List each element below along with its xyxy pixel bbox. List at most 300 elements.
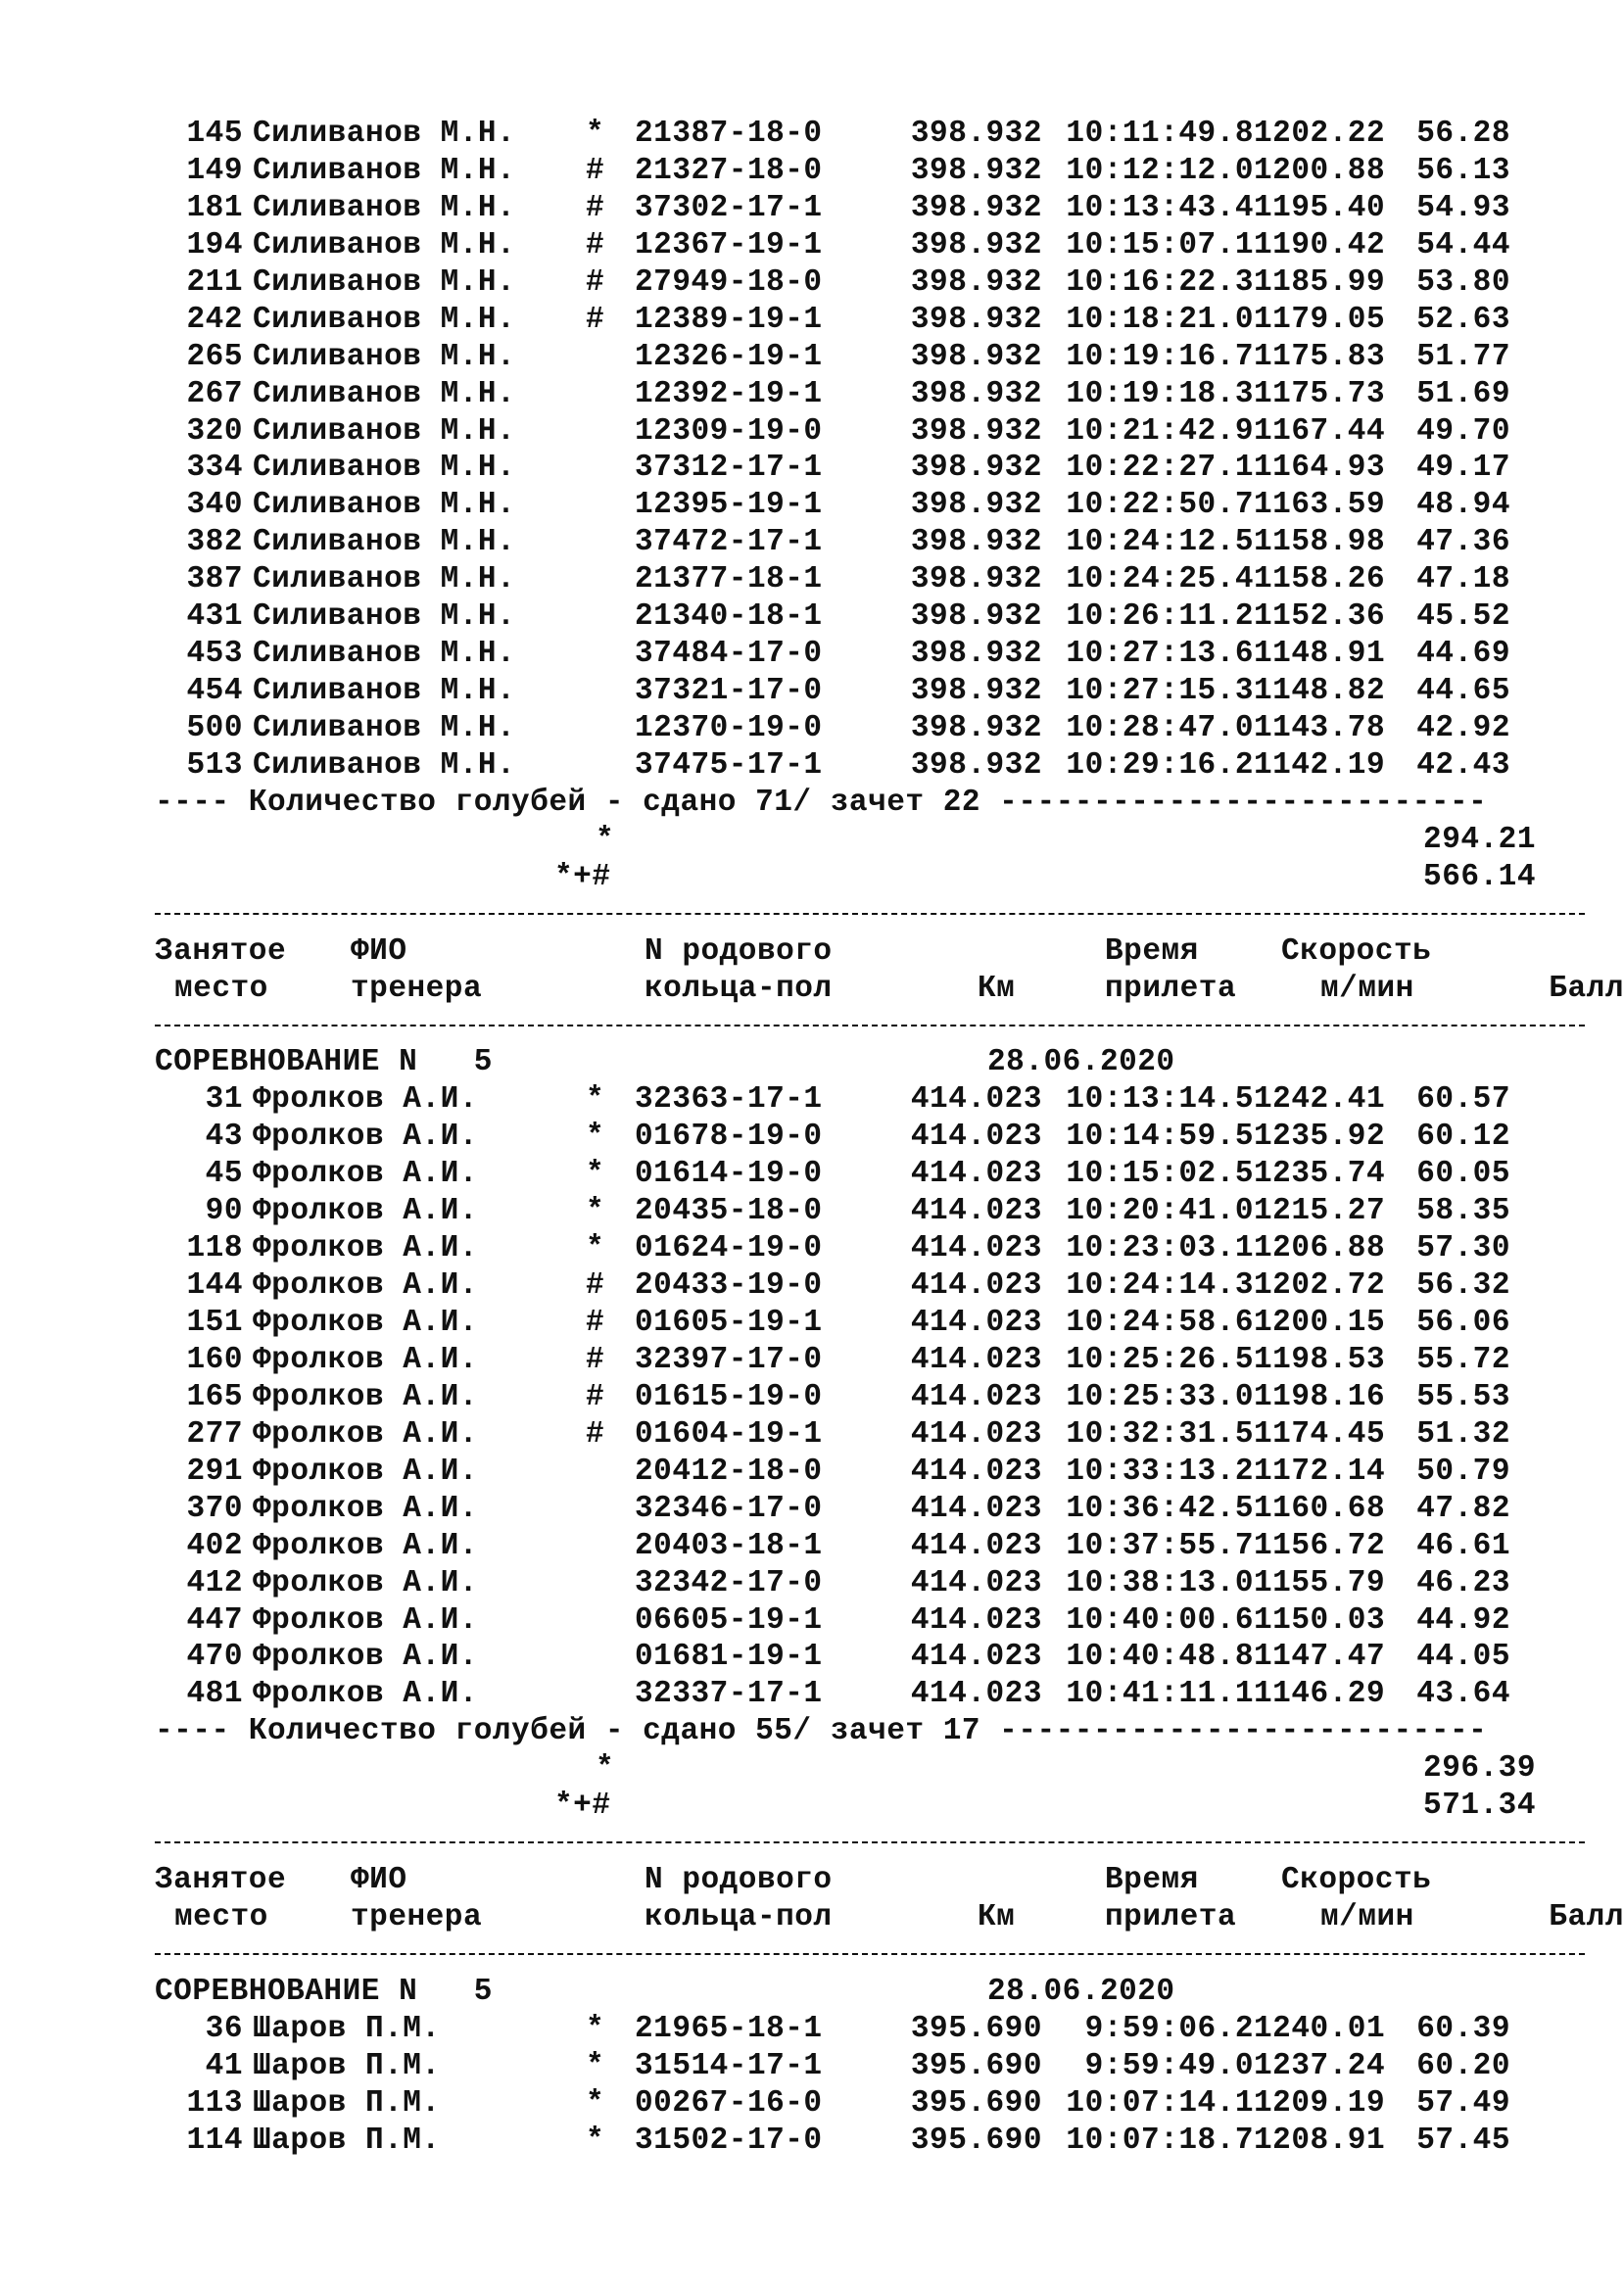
place-cell: 470 — [186, 1640, 243, 1675]
trainer-name-cell: Силиванов М.Н. — [253, 451, 516, 486]
column-header-row-2: место тренера кольца-пол Км прилета м/мин Балл — [174, 971, 1624, 1006]
table-row — [155, 339, 1585, 376]
points-cell: 54.93 — [1416, 190, 1510, 225]
trainer-name-cell: Шаров П.М. — [253, 2011, 441, 2046]
points-cell: 55.53 — [1416, 1379, 1510, 1414]
ring-number-cell: 12309-19-0 — [635, 413, 823, 449]
place-cell: 402 — [186, 1528, 243, 1563]
mark-cell — [586, 1528, 635, 1565]
mark-cell: * — [586, 1231, 605, 1266]
table-row — [155, 1416, 1585, 1454]
arrival-time-cell: 10:07:18.7 — [1066, 2123, 1254, 2158]
mark-cell: * — [586, 1157, 605, 1192]
table-row — [155, 1676, 1585, 1713]
speed-cell: 1148.82 — [1254, 674, 1386, 709]
distance-cell: 414.023 — [910, 1082, 1042, 1118]
speed-cell: 1242.41 — [1254, 1082, 1386, 1118]
distance-cell: 398.932 — [910, 674, 1042, 709]
ring-number-cell: 21377-18-1 — [635, 562, 823, 597]
place-cell: 181 — [186, 190, 243, 225]
mark-cell — [586, 1454, 635, 1491]
mark-cell — [586, 1565, 635, 1602]
ring-number-cell: 20435-18-0 — [635, 1194, 823, 1229]
points-cell: 46.61 — [1416, 1528, 1510, 1563]
speed-cell: 1158.26 — [1254, 562, 1386, 597]
speed-cell: 1200.15 — [1254, 1306, 1386, 1340]
distance-cell: 414.023 — [910, 1677, 1042, 1712]
arrival-time-cell: 9:59:49.0 — [1084, 2048, 1254, 2083]
arrival-time-cell: 10:37:55.7 — [1066, 1528, 1254, 1563]
ring-number-cell: 37472-17-1 — [635, 525, 823, 560]
ring-number-cell: 37475-17-1 — [635, 747, 823, 783]
ring-number-cell: 37312-17-1 — [635, 451, 823, 486]
points-cell: 50.79 — [1416, 1454, 1510, 1489]
section-sharov — [155, 2011, 1585, 2160]
total-star-line — [155, 1750, 1585, 1788]
arrival-time-cell: 10:38:13.0 — [1066, 1565, 1254, 1600]
table-row — [155, 302, 1585, 339]
distance-cell: 398.932 — [910, 711, 1042, 745]
ring-number-cell: 37321-17-0 — [635, 674, 823, 709]
divider — [155, 1936, 1585, 1974]
trainer-name-cell: Фролков А.И. — [253, 1120, 478, 1155]
speed-cell: 1152.36 — [1254, 599, 1386, 635]
place-cell: 31 — [205, 1082, 243, 1118]
table-row — [155, 673, 1585, 710]
table-row — [155, 190, 1585, 227]
distance-cell: 414.023 — [910, 1120, 1042, 1155]
trainer-name-cell: Шаров П.М. — [253, 2085, 441, 2121]
place-cell: 382 — [186, 525, 243, 560]
place-cell: 45 — [205, 1157, 243, 1192]
competition-line: СОРЕВНОВАНИЕ N 5 28.06.2020 — [155, 1045, 1175, 1080]
trainer-name-cell: Силиванов М.Н. — [253, 264, 516, 300]
mark-cell — [586, 710, 635, 747]
trainer-name-cell: Фролков А.И. — [253, 1268, 478, 1304]
ring-number-cell: 21327-18-0 — [635, 153, 823, 188]
arrival-time-cell: 10:15:02.5 — [1066, 1157, 1254, 1192]
mark-cell — [586, 450, 635, 487]
distance-cell: 398.932 — [910, 302, 1042, 337]
arrival-time-cell: 10:14:59.5 — [1066, 1120, 1254, 1155]
mark-cell — [586, 413, 635, 451]
trainer-name-cell: Шаров П.М. — [253, 2048, 441, 2083]
ring-number-cell: 21965-18-1 — [635, 2011, 823, 2046]
speed-cell: 1208.91 — [1254, 2123, 1386, 2158]
speed-cell: 1148.91 — [1254, 637, 1386, 672]
table-row — [155, 561, 1585, 598]
mark-cell: # — [586, 1379, 605, 1414]
speed-cell: 1160.68 — [1254, 1491, 1386, 1526]
distance-cell: 398.932 — [910, 153, 1042, 188]
arrival-time-cell: 10:27:13.6 — [1066, 637, 1254, 672]
arrival-time-cell: 10:23:03.1 — [1066, 1231, 1254, 1266]
table-row — [155, 376, 1585, 413]
trainer-name-cell: Фролков А.И. — [253, 1231, 478, 1266]
mark-cell: * — [586, 2048, 605, 2083]
place-cell: 265 — [186, 339, 243, 374]
table-row — [155, 1230, 1585, 1267]
arrival-time-cell: 10:24:14.3 — [1066, 1268, 1254, 1304]
place-cell: 43 — [205, 1120, 243, 1155]
mark-cell: * — [586, 1194, 605, 1229]
ring-number-cell: 27949-18-0 — [635, 264, 823, 300]
ring-number-cell: 37484-17-0 — [635, 637, 823, 672]
points-cell: 45.52 — [1416, 599, 1510, 635]
table-row — [155, 1528, 1585, 1565]
trainer-name-cell: Силиванов М.Н. — [253, 747, 516, 783]
trainer-name-cell: Фролков А.И. — [253, 1157, 478, 1192]
divider — [155, 896, 1585, 933]
ring-number-cell: 00267-16-0 — [635, 2085, 823, 2121]
mark-cell — [586, 1676, 635, 1713]
ring-number-cell: 12389-19-1 — [635, 302, 823, 337]
place-cell: 90 — [205, 1194, 243, 1229]
total-star-mark: * — [596, 822, 615, 857]
table-row — [155, 2123, 1585, 2160]
ring-number-cell: 01614-19-0 — [635, 1157, 823, 1192]
arrival-time-cell: 10:20:41.0 — [1066, 1194, 1254, 1229]
ring-number-cell: 01624-19-0 — [635, 1231, 823, 1266]
points-cell: 46.23 — [1416, 1565, 1510, 1600]
points-cell: 43.64 — [1416, 1677, 1510, 1712]
points-cell: 48.94 — [1416, 488, 1510, 523]
place-cell: 113 — [186, 2085, 243, 2121]
speed-cell: 1175.73 — [1254, 376, 1386, 411]
speed-cell: 1235.74 — [1254, 1157, 1386, 1192]
place-cell: 277 — [186, 1416, 243, 1452]
distance-cell: 395.690 — [910, 2048, 1042, 2083]
points-cell: 51.69 — [1416, 376, 1510, 411]
arrival-time-cell: 10:11:49.8 — [1066, 117, 1254, 151]
trainer-name-cell: Силиванов М.Н. — [253, 637, 516, 672]
section-silivanov — [155, 116, 1585, 785]
distance-cell: 398.932 — [910, 451, 1042, 486]
distance-cell: 414.023 — [910, 1454, 1042, 1489]
trainer-name-cell: Фролков А.И. — [253, 1416, 478, 1452]
arrival-time-cell: 10:13:43.4 — [1066, 190, 1254, 225]
mark-cell: * — [586, 1082, 605, 1118]
mark-cell: * — [586, 1120, 605, 1155]
mark-cell: # — [586, 1416, 605, 1452]
table-row — [155, 1267, 1585, 1305]
speed-cell: 1150.03 — [1254, 1602, 1386, 1638]
trainer-name-cell: Фролков А.И. — [253, 1565, 478, 1600]
total-star-line — [155, 822, 1585, 859]
mark-cell — [586, 673, 635, 710]
ring-number-cell: 31502-17-0 — [635, 2123, 823, 2158]
table-row — [155, 1081, 1585, 1119]
table-row — [155, 1342, 1585, 1379]
ring-number-cell: 06605-19-1 — [635, 1602, 823, 1638]
arrival-time-cell: 10:18:21.0 — [1066, 302, 1254, 337]
speed-cell: 1237.24 — [1254, 2048, 1386, 2083]
ring-number-cell: 12326-19-1 — [635, 339, 823, 374]
speed-cell: 1164.93 — [1254, 451, 1386, 486]
mark-cell: * — [586, 2123, 605, 2158]
table-row — [155, 116, 1585, 153]
ring-number-cell: 21340-18-1 — [635, 599, 823, 635]
divider — [155, 1008, 1585, 1045]
points-cell: 60.12 — [1416, 1120, 1510, 1155]
trainer-name-cell: Силиванов М.Н. — [253, 227, 516, 263]
mark-cell: # — [586, 302, 605, 337]
place-cell: 36 — [205, 2011, 243, 2046]
mark-cell: * — [586, 2011, 605, 2046]
mark-cell: # — [586, 264, 605, 300]
summary-line: ---- Количество голубей - сдано 55/ зачет 17 -------------------------- — [155, 1714, 1488, 1749]
table-row — [155, 598, 1585, 636]
speed-cell: 1143.78 — [1254, 711, 1386, 745]
arrival-time-cell: 10:24:25.4 — [1066, 562, 1254, 597]
arrival-time-cell: 10:28:47.0 — [1066, 711, 1254, 745]
mark-cell: * — [586, 2085, 605, 2121]
points-cell: 58.35 — [1416, 1194, 1510, 1229]
speed-cell: 1190.42 — [1254, 227, 1386, 263]
place-cell: 149 — [186, 153, 243, 188]
table-row — [155, 747, 1585, 785]
arrival-time-cell: 10:24:12.5 — [1066, 525, 1254, 560]
distance-cell: 414.023 — [910, 1268, 1042, 1304]
trainer-name-cell: Силиванов М.Н. — [253, 376, 516, 411]
speed-cell: 1175.83 — [1254, 339, 1386, 374]
points-cell: 49.17 — [1416, 451, 1510, 486]
points-cell: 44.05 — [1416, 1640, 1510, 1675]
place-cell: 165 — [186, 1379, 243, 1414]
speed-cell: 1158.98 — [1254, 525, 1386, 560]
speed-cell: 1185.99 — [1254, 264, 1386, 300]
trainer-name-cell: Силиванов М.Н. — [253, 153, 516, 188]
place-cell: 114 — [186, 2123, 243, 2158]
table-row — [155, 153, 1585, 190]
place-cell: 144 — [186, 1268, 243, 1304]
arrival-time-cell: 10:32:31.5 — [1066, 1416, 1254, 1452]
place-cell: 447 — [186, 1602, 243, 1638]
ring-number-cell: 32342-17-0 — [635, 1565, 823, 1600]
ring-number-cell: 01678-19-0 — [635, 1120, 823, 1155]
distance-cell: 398.932 — [910, 227, 1042, 263]
distance-cell: 414.023 — [910, 1640, 1042, 1675]
table-row — [155, 227, 1585, 264]
mark-cell — [586, 376, 635, 413]
speed-cell: 1198.16 — [1254, 1379, 1386, 1414]
total-all-mark: *+# — [554, 859, 611, 894]
arrival-time-cell: 10:33:13.2 — [1066, 1454, 1254, 1489]
total-all-mark: *+# — [554, 1789, 611, 1824]
trainer-name-cell: Шаров П.М. — [253, 2123, 441, 2158]
speed-cell: 1198.53 — [1254, 1342, 1386, 1377]
place-cell: 340 — [186, 488, 243, 523]
total-all-line — [155, 859, 1585, 896]
column-header-row-1: Занятое ФИО N родового Время Скорость — [155, 1863, 1432, 1898]
speed-cell: 1156.72 — [1254, 1528, 1386, 1563]
arrival-time-cell: 10:40:00.6 — [1066, 1602, 1254, 1638]
arrival-time-cell: 10:22:27.1 — [1066, 451, 1254, 486]
section-frolkov — [155, 1081, 1585, 1713]
mark-cell — [586, 339, 635, 376]
points-cell: 55.72 — [1416, 1342, 1510, 1377]
column-header-row-2: место тренера кольца-пол Км прилета м/мин Балл — [174, 1900, 1624, 1934]
arrival-time-cell: 10:25:26.5 — [1066, 1342, 1254, 1377]
trainer-name-cell: Силиванов М.Н. — [253, 117, 516, 151]
speed-cell: 1215.27 — [1254, 1194, 1386, 1229]
trainer-name-cell: Фролков А.И. — [253, 1677, 478, 1712]
table-row — [155, 450, 1585, 487]
speed-cell: 1202.22 — [1254, 117, 1386, 151]
mark-cell — [586, 524, 635, 561]
ring-number-cell: 32346-17-0 — [635, 1491, 823, 1526]
speed-cell: 1179.05 — [1254, 302, 1386, 337]
distance-cell: 414.023 — [910, 1602, 1042, 1638]
place-cell: 145 — [186, 117, 243, 151]
place-cell: 387 — [186, 562, 243, 597]
place-cell: 454 — [186, 674, 243, 709]
mark-cell: # — [586, 227, 605, 263]
trainer-name-cell: Фролков А.И. — [253, 1528, 478, 1563]
speed-cell: 1209.19 — [1254, 2085, 1386, 2121]
trainer-name-cell: Силиванов М.Н. — [253, 711, 516, 745]
table-row — [155, 1119, 1585, 1156]
mark-cell: # — [586, 1306, 605, 1340]
distance-cell: 398.932 — [910, 413, 1042, 449]
points-cell: 47.36 — [1416, 525, 1510, 560]
points-cell: 44.69 — [1416, 637, 1510, 672]
table-row — [155, 1565, 1585, 1602]
mark-cell: * — [586, 117, 605, 151]
distance-cell: 395.690 — [910, 2085, 1042, 2121]
speed-cell: 1195.40 — [1254, 190, 1386, 225]
total-all-value: 566.14 — [1423, 859, 1536, 894]
arrival-time-cell: 10:16:22.3 — [1066, 264, 1254, 300]
mark-cell — [586, 1491, 635, 1528]
points-cell: 56.06 — [1416, 1306, 1510, 1340]
speed-cell: 1155.79 — [1254, 1565, 1386, 1600]
total-star-value: 294.21 — [1423, 822, 1536, 857]
mark-cell: # — [586, 1342, 605, 1377]
table-row — [155, 1454, 1585, 1491]
mark-cell — [586, 747, 635, 785]
results-document — [155, 116, 1624, 2160]
distance-cell: 414.023 — [910, 1342, 1042, 1377]
trainer-name-cell: Силиванов М.Н. — [253, 190, 516, 225]
mark-cell — [586, 487, 635, 524]
trainer-name-cell: Силиванов М.Н. — [253, 488, 516, 523]
place-cell: 160 — [186, 1342, 243, 1377]
distance-cell: 398.932 — [910, 637, 1042, 672]
speed-cell: 1174.45 — [1254, 1416, 1386, 1452]
table-row — [155, 1379, 1585, 1416]
distance-cell: 395.690 — [910, 2123, 1042, 2158]
table-row — [155, 1156, 1585, 1193]
competition-line: СОРЕВНОВАНИЕ N 5 28.06.2020 — [155, 1974, 1175, 2009]
arrival-time-cell: 10:40:48.8 — [1066, 1640, 1254, 1675]
ring-number-cell: 01604-19-1 — [635, 1416, 823, 1452]
speed-cell: 1147.47 — [1254, 1640, 1386, 1675]
trainer-name-cell: Силиванов М.Н. — [253, 562, 516, 597]
distance-cell: 398.932 — [910, 339, 1042, 374]
table-row — [155, 1193, 1585, 1230]
ring-number-cell: 01615-19-0 — [635, 1379, 823, 1414]
distance-cell: 414.023 — [910, 1194, 1042, 1229]
points-cell: 44.92 — [1416, 1602, 1510, 1638]
place-cell: 320 — [186, 413, 243, 449]
mark-cell: # — [586, 1268, 605, 1304]
points-cell: 42.43 — [1416, 747, 1510, 783]
points-cell: 52.63 — [1416, 302, 1510, 337]
distance-cell: 395.690 — [910, 2011, 1042, 2046]
table-row — [155, 710, 1585, 747]
trainer-name-cell: Силиванов М.Н. — [253, 413, 516, 449]
arrival-time-cell: 10:29:16.2 — [1066, 747, 1254, 783]
ring-number-cell: 32397-17-0 — [635, 1342, 823, 1377]
ring-number-cell: 32363-17-1 — [635, 1082, 823, 1118]
table-row — [155, 264, 1585, 302]
points-cell: 47.82 — [1416, 1491, 1510, 1526]
distance-cell: 398.932 — [910, 376, 1042, 411]
column-header-row-1: Занятое ФИО N родового Время Скорость — [155, 933, 1432, 969]
place-cell: 267 — [186, 376, 243, 411]
ring-number-cell: 21387-18-0 — [635, 117, 823, 151]
place-cell: 194 — [186, 227, 243, 263]
ring-number-cell: 12395-19-1 — [635, 488, 823, 523]
ring-number-cell: 12367-19-1 — [635, 227, 823, 263]
place-cell: 151 — [186, 1306, 243, 1340]
distance-cell: 414.023 — [910, 1528, 1042, 1563]
ring-number-cell: 32337-17-1 — [635, 1677, 823, 1712]
speed-cell: 1142.19 — [1254, 747, 1386, 783]
distance-cell: 398.932 — [910, 599, 1042, 635]
points-cell: 51.77 — [1416, 339, 1510, 374]
table-row — [155, 2011, 1585, 2048]
place-cell: 500 — [186, 711, 243, 745]
arrival-time-cell: 10:07:14.1 — [1066, 2085, 1254, 2121]
arrival-time-cell: 10:21:42.9 — [1066, 413, 1254, 449]
ring-number-cell: 01681-19-1 — [635, 1640, 823, 1675]
points-cell: 53.80 — [1416, 264, 1510, 300]
speed-cell: 1240.01 — [1254, 2011, 1386, 2046]
table-row — [155, 2085, 1585, 2123]
table-row — [155, 1491, 1585, 1528]
table-row — [155, 636, 1585, 673]
table-row — [155, 413, 1585, 451]
place-cell: 211 — [186, 264, 243, 300]
points-cell: 47.18 — [1416, 562, 1510, 597]
arrival-time-cell: 10:24:58.6 — [1066, 1306, 1254, 1340]
ring-number-cell: 31514-17-1 — [635, 2048, 823, 2083]
points-cell: 54.44 — [1416, 227, 1510, 263]
ring-number-cell: 37302-17-1 — [635, 190, 823, 225]
trainer-name-cell: Силиванов М.Н. — [253, 525, 516, 560]
speed-cell: 1206.88 — [1254, 1231, 1386, 1266]
arrival-time-cell: 10:19:16.7 — [1066, 339, 1254, 374]
trainer-name-cell: Силиванов М.Н. — [253, 599, 516, 635]
ring-number-cell: 20412-18-0 — [635, 1454, 823, 1489]
place-cell: 118 — [186, 1231, 243, 1266]
table-row — [155, 1305, 1585, 1342]
mark-cell — [586, 561, 635, 598]
place-cell: 291 — [186, 1454, 243, 1489]
speed-cell: 1235.92 — [1254, 1120, 1386, 1155]
arrival-time-cell: 10:13:14.5 — [1066, 1082, 1254, 1118]
total-all-value: 571.34 — [1423, 1789, 1536, 1824]
ring-number-cell: 12370-19-0 — [635, 711, 823, 745]
distance-cell: 414.023 — [910, 1416, 1042, 1452]
arrival-time-cell: 10:19:18.3 — [1066, 376, 1254, 411]
table-row — [155, 1602, 1585, 1640]
distance-cell: 414.023 — [910, 1565, 1042, 1600]
place-cell: 370 — [186, 1491, 243, 1526]
speed-cell: 1202.72 — [1254, 1268, 1386, 1304]
